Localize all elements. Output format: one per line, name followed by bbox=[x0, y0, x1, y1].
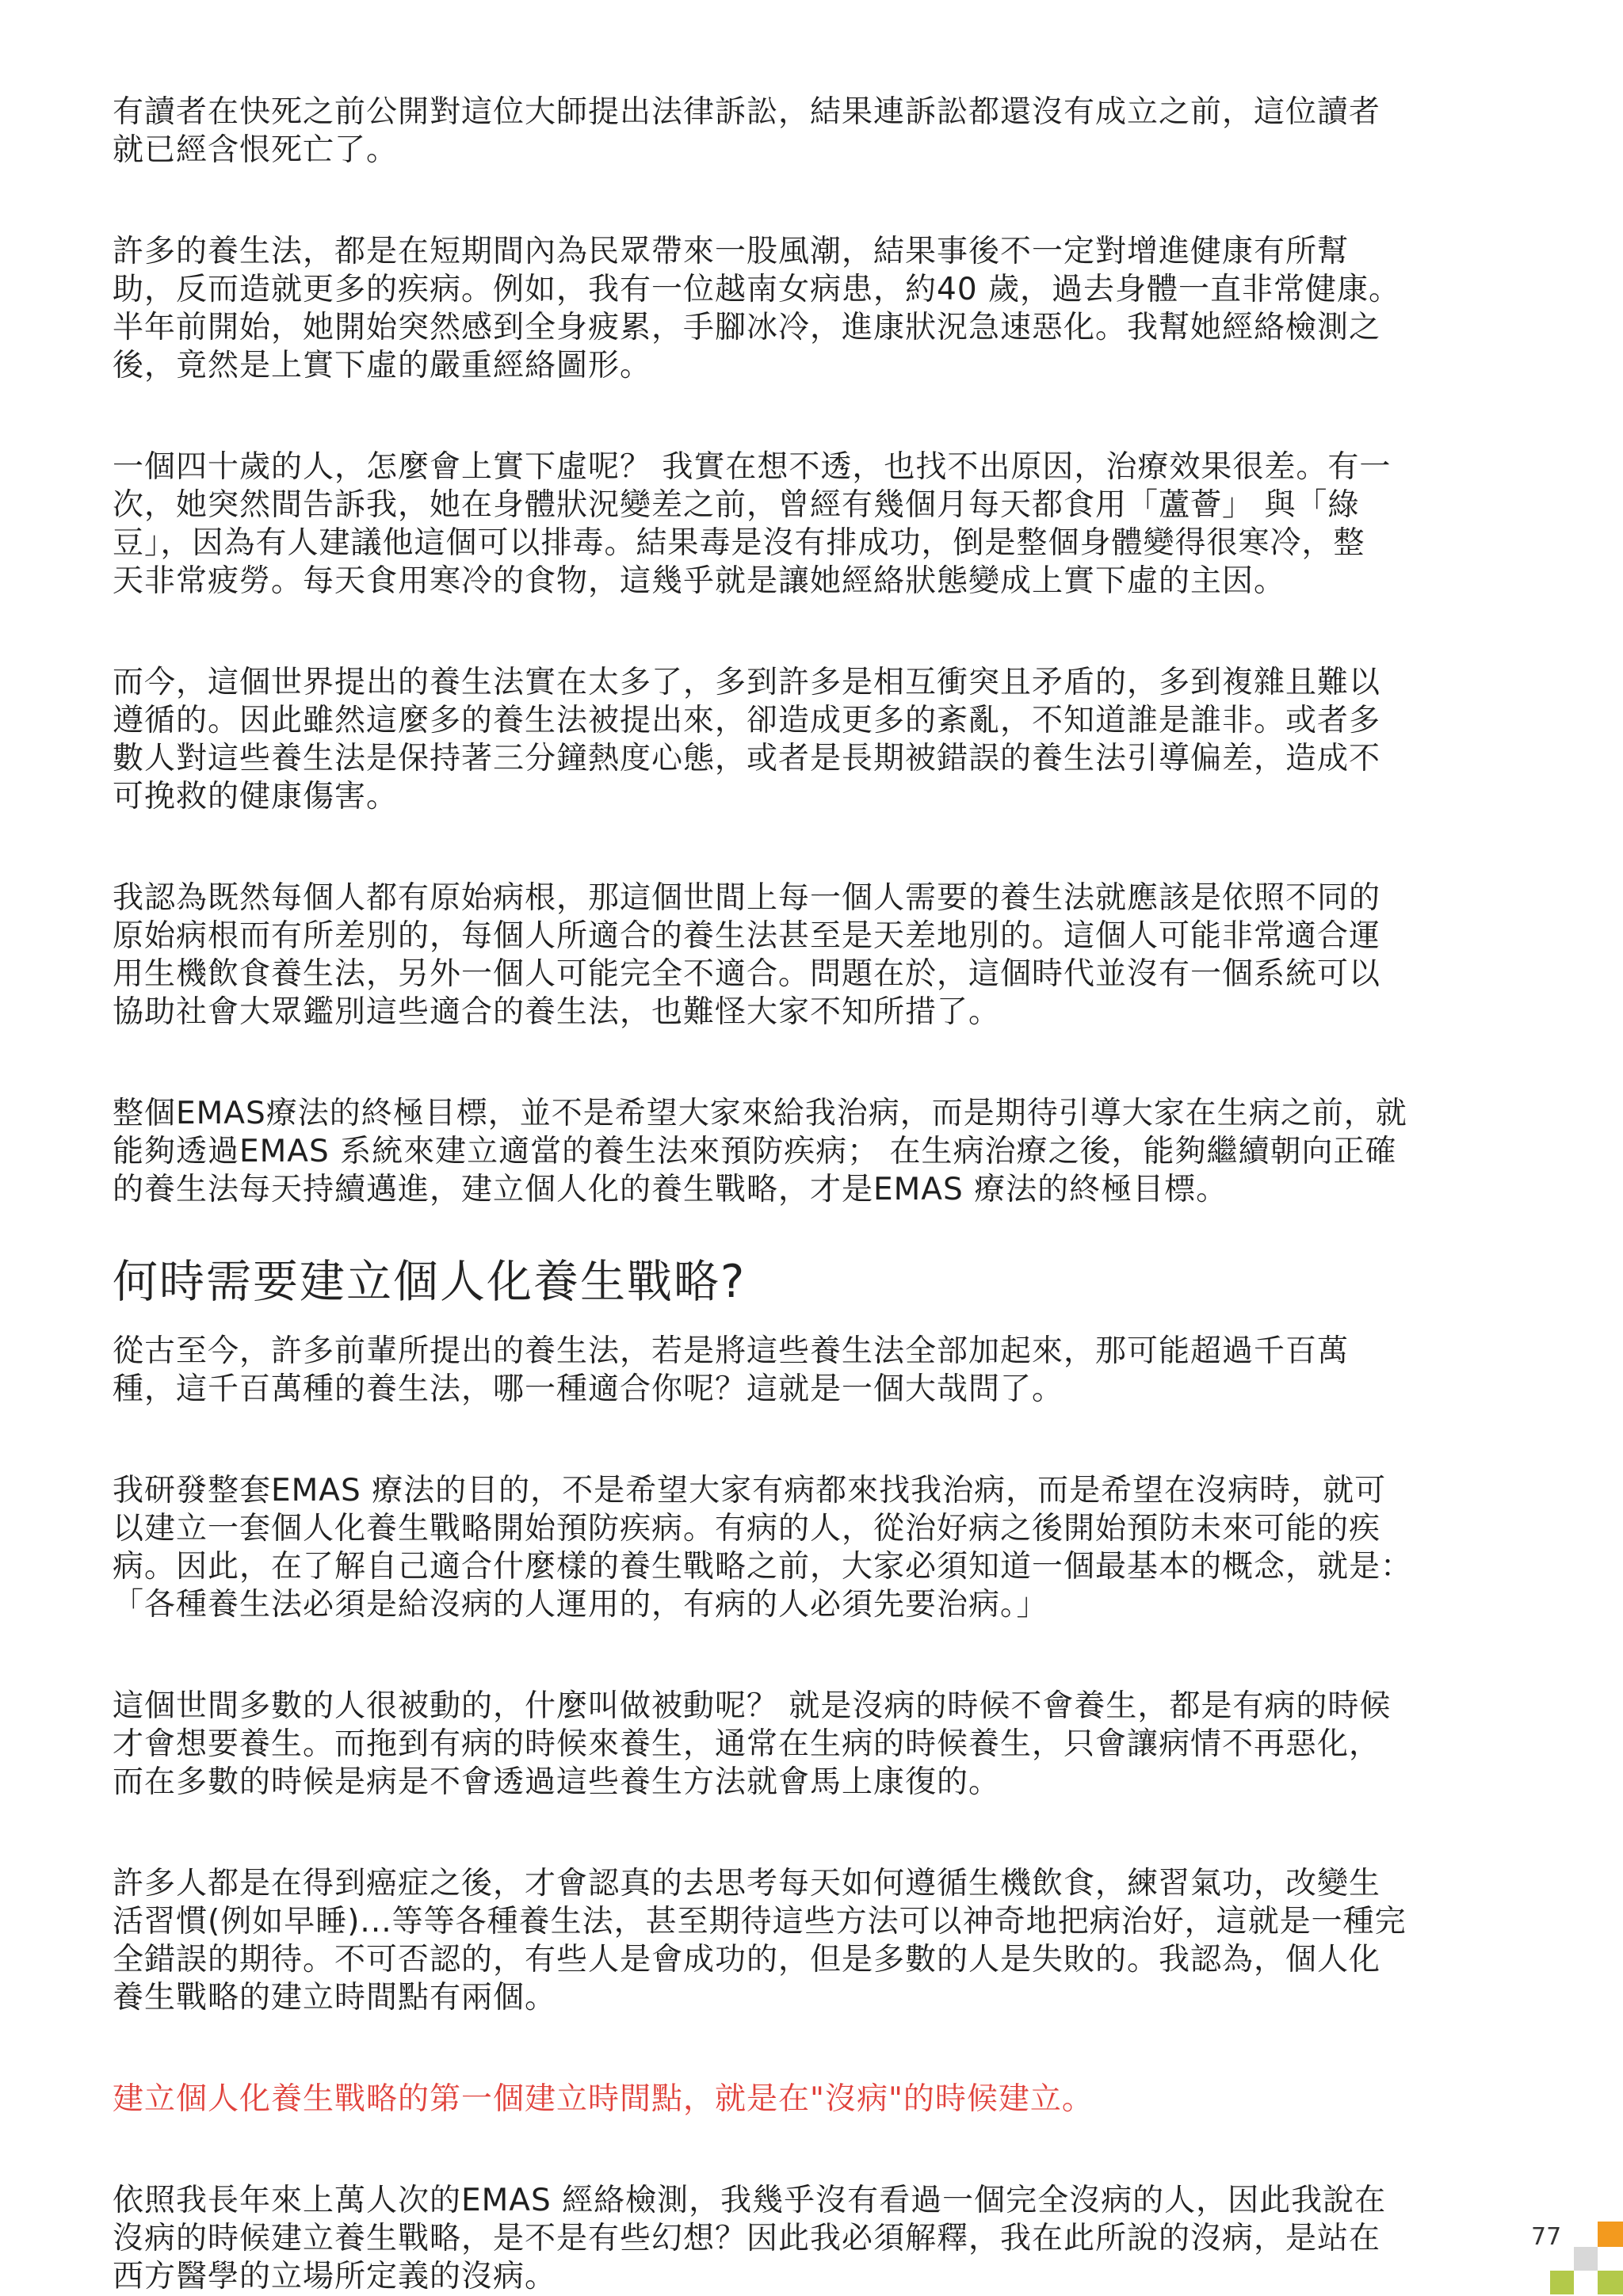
text-line: 許多人都是在得到癌症之後，才會認真的去思考每天如何遵循生機飲食，練習氣功，改變生 bbox=[113, 1866, 1381, 1901]
text-line: 「各種養生法必須是給沒病的人運用的，有病的人必須先要治病。」 bbox=[113, 1587, 1048, 1623]
paragraph-purpose bbox=[113, 1472, 1515, 1624]
corner-square-gray bbox=[1574, 2247, 1598, 2271]
paragraph-cancer bbox=[113, 1865, 1515, 2017]
corner-square-green bbox=[1550, 2271, 1574, 2294]
text-line: 活習慣(例如早睡)...等等各種養生法，甚至期待這些方法可以神奇地把病治好，這就是一種完 bbox=[113, 1904, 1407, 1939]
text-line: 數人對這些養生法是保持著三分鐘熱度心態，或者是長期被錯誤的養生法引導偏差，造成不 bbox=[113, 741, 1381, 776]
paragraph-lawsuit bbox=[113, 93, 1515, 170]
text-line: 依照我長年來上萬人次的EMAS 經絡檢測，我幾乎沒有看過一個完全沒病的人，因此我說在 bbox=[113, 2183, 1387, 2218]
page-content bbox=[113, 93, 1515, 2296]
page-number: 77 bbox=[1531, 2223, 1562, 2251]
paragraph-too-many-methods bbox=[113, 664, 1515, 816]
text-line: 整個EMAS療法的終極目標，並不是希望大家來給我治病，而是期待引導大家在生病之前，就 bbox=[113, 1096, 1407, 1131]
text-line: 建立個人化養生戰略的第一個建立時間點，就是在"沒病"的時候建立。 bbox=[113, 2081, 1094, 2117]
text-line: 豆」，因為有人建議他這個可以排毒。結果毒是沒有排成功，倒是整個身體變得很寒冷，整 bbox=[113, 525, 1365, 561]
text-line: 養生戰略的建立時間點有兩個。 bbox=[113, 1980, 557, 2016]
text-line: 種，這千百萬種的養生法，哪一種適合你呢？這就是一個大哉問了。 bbox=[113, 1371, 1064, 1407]
text-line: 有讀者在快死之前公開對這位大師提出法律訴訟，結果連訴訟都還沒有成立之前，這位讀者 bbox=[113, 94, 1381, 130]
text-line: 天非常疲勞。每天食用寒冷的食物，這幾乎就是讓她經絡狀態變成上實下虛的主因。 bbox=[113, 563, 1286, 599]
text-line: 才會想要養生。而拖到有病的時候來養生，通常在生病的時候養生，只會讓病情不再惡化， bbox=[113, 1726, 1381, 1762]
text-line: 後，竟然是上實下虛的嚴重經絡圖形。 bbox=[113, 348, 652, 383]
text-line: 原始病根而有所差別的，每個人所適合的養生法甚至是天差地別的。這個人可能非常適合運 bbox=[113, 918, 1381, 954]
text-line: 半年前開始，她開始突然感到全身疲累，手腳冰冷，進康狀況急速惡化。我幫她經絡檢測之 bbox=[113, 310, 1381, 345]
text-line: 西方醫學的立場所定義的沒病。 bbox=[113, 2259, 557, 2294]
text-line: 從古至今，許多前輩所提出的養生法，若是將這些養生法全部加起來，那可能超過千百萬 bbox=[113, 1333, 1350, 1369]
text-line: 用生機飲食養生法，另外一個人可能完全不適合。問題在於，這個時代並沒有一個系統可以 bbox=[113, 956, 1381, 992]
text-line: 沒病的時候建立養生戰略，是不是有些幻想？因此我必須解釋，我在此所說的沒病，是站在 bbox=[113, 2221, 1381, 2256]
text-line: 病。因此，在了解自己適合什麼樣的養生戰略之前，大家必須知道一個最基本的概念，就是： bbox=[113, 1549, 1413, 1585]
text-line: 助，反而造就更多的疾病。例如，我有一位越南女病患，約40 歲，過去身體一直非常健康。 bbox=[113, 272, 1401, 307]
paragraph-since-ancient bbox=[113, 1333, 1515, 1409]
text-line: 許多的養生法，都是在短期間內為民眾帶來一股風潮，結果事後不一定對增進健康有所幫 bbox=[113, 234, 1350, 269]
text-line: 可挽救的健康傷害。 bbox=[113, 779, 399, 814]
corner-square-green-small bbox=[1598, 2271, 1623, 2294]
paragraph-emas-goal bbox=[113, 1095, 1515, 1209]
text-line: 的養生法每天持續邁進，建立個人化的養生戰略，才是EMAS 療法的終極目標。 bbox=[113, 1172, 1228, 1207]
paragraph-passive bbox=[113, 1688, 1515, 1802]
text-line: 全錯誤的期待。不可否認的，有些人是會成功的，但是多數的人是失敗的。我認為，個人化 bbox=[113, 1942, 1381, 1978]
corner-square-orange bbox=[1598, 2222, 1623, 2247]
text-line: 能夠透過EMAS 系統來建立適當的養生法來預防疾病； 在生病治療之後，能夠繼續朝向正確 bbox=[113, 1134, 1397, 1169]
text-line: 這個世間多數的人很被動的，什麼叫做被動呢？ 就是沒病的時候不會養生，都是有病的時候 bbox=[113, 1688, 1392, 1724]
text-line: 次，她突然間告訴我，她在身體狀況變差之前，曾經有幾個月每天都食用「蘆薈」 與「綠 bbox=[113, 487, 1360, 523]
section-heading: 何時需要建立個人化養生戰略? bbox=[113, 1256, 747, 1308]
paragraph-health-trends bbox=[113, 233, 1515, 385]
text-line: 一個四十歲的人，怎麼會上實下虛呢？ 我實在想不透，也找不出原因，治療效果很差。有一 bbox=[113, 449, 1392, 485]
text-line: 協助社會大眾鑑別這些適合的養生法，也難怪大家不知所措了。 bbox=[113, 994, 1001, 1030]
text-line: 而在多數的時候是病是不會透過這些養生方法就會馬上康復的。 bbox=[113, 1764, 1001, 1800]
text-line: 而今，這個世界提出的養生法實在太多了，多到許多是相互衝突且矛盾的，多到複雜且難以 bbox=[113, 665, 1381, 700]
text-line: 以建立一套個人化養生戰略開始預防疾病。有病的人，從治好病之後開始預防未來可能的疾 bbox=[113, 1511, 1381, 1547]
paragraph-no-disease bbox=[113, 2182, 1515, 2296]
text-line: 我認為既然每個人都有原始病根，那這個世間上每一個人需要的養生法就應該是依照不同的 bbox=[113, 880, 1381, 916]
text-line: 我研發整套EMAS 療法的目的，不是希望大家有病都來找我治病，而是希望在沒病時，就可 bbox=[113, 1473, 1387, 1508]
paragraph-forty-year-old bbox=[113, 448, 1515, 601]
text-line: 就已經含恨死亡了。 bbox=[113, 132, 399, 168]
highlight-paragraph bbox=[113, 2081, 1515, 2119]
paragraph-original-root bbox=[113, 879, 1515, 1032]
text-line: 遵循的。因此雖然這麼多的養生法被提出來，卻造成更多的紊亂，不知道誰是誰非。或者多 bbox=[113, 703, 1381, 738]
